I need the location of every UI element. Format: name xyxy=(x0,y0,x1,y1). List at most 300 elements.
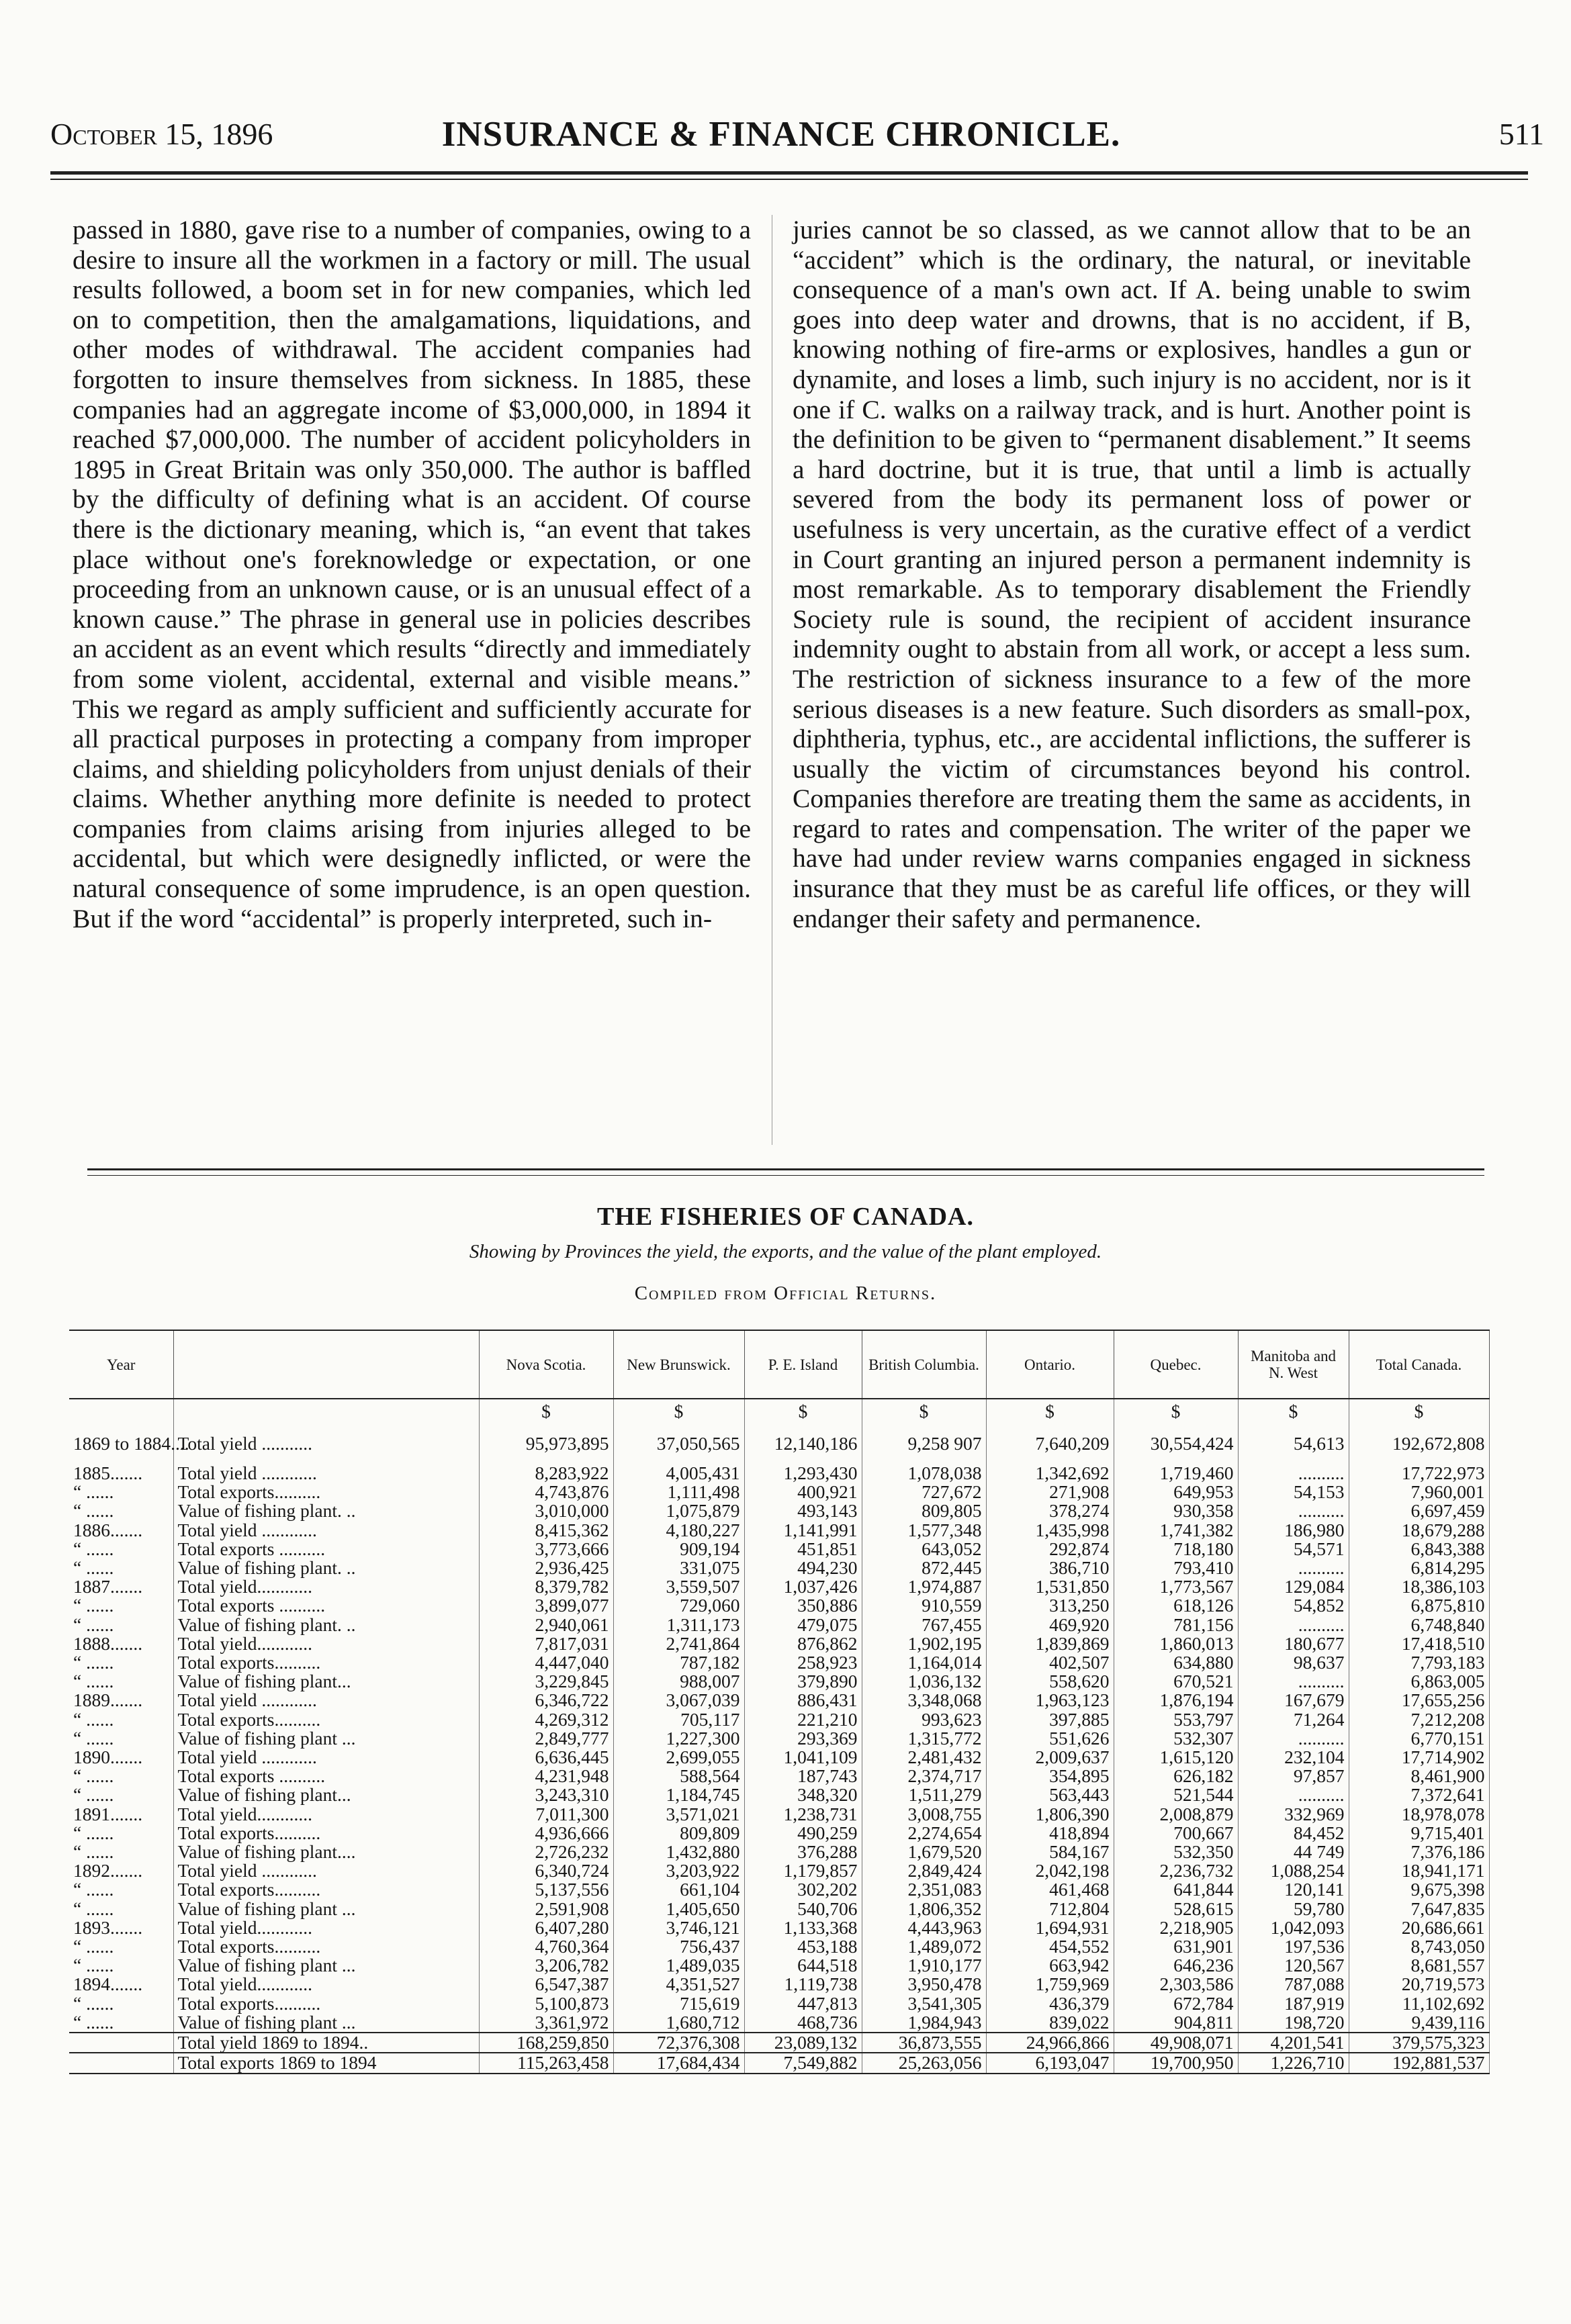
value-cell: 17,684,434 xyxy=(613,2053,744,2073)
value-cell: 302,202 xyxy=(744,1880,862,1899)
value-cell: $ xyxy=(613,1399,744,1424)
value-cell: 1,226,710 xyxy=(1238,2053,1349,2073)
value-cell: 436,379 xyxy=(986,1994,1114,2013)
item-cell: Total exports.......... xyxy=(173,1710,479,1729)
value-cell: 258,923 xyxy=(744,1653,862,1672)
value-cell: .......... xyxy=(1238,1464,1349,1483)
units-row xyxy=(69,1399,1489,1424)
value-cell: 2,940,061 xyxy=(479,1616,613,1634)
year-cell: 1891....... xyxy=(69,1805,173,1824)
value-cell: $ xyxy=(479,1399,613,1424)
year-cell: “ ...... xyxy=(69,1616,173,1634)
value-cell: 84,452 xyxy=(1238,1824,1349,1843)
value-cell: 4,201,541 xyxy=(1238,2033,1349,2053)
value-cell: 1,227,300 xyxy=(613,1729,744,1748)
year-cell: 1894....... xyxy=(69,1975,173,1994)
value-cell: 3,010,000 xyxy=(479,1501,613,1520)
value-cell: 6,407,280 xyxy=(479,1918,613,1937)
value-cell: 1,963,123 xyxy=(986,1691,1114,1710)
value-cell: 4,351,527 xyxy=(613,1975,744,1994)
year-cell xyxy=(69,2053,173,2073)
table-row xyxy=(69,1861,1489,1880)
value-cell: 197,536 xyxy=(1238,1937,1349,1956)
value-cell: 1,902,195 xyxy=(862,1634,986,1653)
value-cell: 115,263,458 xyxy=(479,2053,613,2073)
value-cell: 886,431 xyxy=(744,1691,862,1710)
value-cell: 7,011,300 xyxy=(479,1805,613,1824)
value-cell: 20,719,573 xyxy=(1349,1975,1489,1994)
value-cell: 2,303,586 xyxy=(1114,1975,1238,1994)
value-cell: 4,005,431 xyxy=(613,1464,744,1483)
item-cell: Total exports .......... xyxy=(173,1767,479,1785)
value-cell: 8,283,922 xyxy=(479,1464,613,1483)
value-cell: 8,415,362 xyxy=(479,1521,613,1540)
item-cell: Total yield ............ xyxy=(173,1521,479,1540)
column-header: Nova Scotia. xyxy=(479,1330,613,1399)
value-cell: 454,552 xyxy=(986,1937,1114,1956)
value-cell: 1,037,426 xyxy=(744,1577,862,1596)
year-cell: 1886....... xyxy=(69,1521,173,1540)
table-row xyxy=(69,1559,1489,1577)
value-cell: 2,042,198 xyxy=(986,1861,1114,1880)
value-cell: 54,613 xyxy=(1238,1424,1349,1464)
item-cell: Total yield............ xyxy=(173,1918,479,1937)
total-row xyxy=(69,2033,1489,2053)
value-cell: 2,009,637 xyxy=(986,1748,1114,1767)
table-body xyxy=(69,1399,1489,2074)
value-cell: 2,236,732 xyxy=(1114,1861,1238,1880)
value-cell: 95,973,895 xyxy=(479,1424,613,1464)
value-cell: 331,075 xyxy=(613,1559,744,1577)
value-cell: 839,022 xyxy=(986,2013,1114,2033)
value-cell: 447,813 xyxy=(744,1994,862,2013)
value-cell: .......... xyxy=(1238,1672,1349,1691)
value-cell: 18,679,288 xyxy=(1349,1521,1489,1540)
value-cell: 1,910,177 xyxy=(862,1956,986,1975)
value-cell: $ xyxy=(744,1399,862,1424)
value-cell: 2,936,425 xyxy=(479,1559,613,1577)
year-cell: “ ...... xyxy=(69,1729,173,1748)
column-header: Year xyxy=(69,1330,173,1399)
year-cell: “ ...... xyxy=(69,1559,173,1577)
item-cell: Total exports.......... xyxy=(173,1824,479,1843)
value-cell: 1,577,348 xyxy=(862,1521,986,1540)
item-cell: Value of fishing plant... xyxy=(173,1672,479,1691)
item-cell: Value of fishing plant ... xyxy=(173,2013,479,2033)
value-cell: 6,748,840 xyxy=(1349,1616,1489,1634)
value-cell: 626,182 xyxy=(1114,1767,1238,1785)
year-cell: “ ...... xyxy=(69,1937,173,1956)
value-cell: 670,521 xyxy=(1114,1672,1238,1691)
value-cell: 2,741,864 xyxy=(613,1634,744,1653)
value-cell: 3,899,077 xyxy=(479,1596,613,1615)
value-cell: 876,862 xyxy=(744,1634,862,1653)
table-row xyxy=(69,1729,1489,1748)
value-cell: 1,119,738 xyxy=(744,1975,862,1994)
article-paragraph-left: passed in 1880, gave rise to a number of companies, owing to a desire to insure all the workmen in a factory or mill. The usual results followed, a boom set in for new companies, which led on to competition, then the amalgamations, liquidations, and other modes of withdrawal. The accident companies had forgotten to insure themselves from sickness. In 1885, these companies had an aggregate income of $3,000,000, in 1894 it reached $7,000,000. The number of accident policyholders in 1895 in Great Britain was only 350,000. The author is baffled by the difficulty of defining what is an accident. Of course there is the dictionary meaning, which is, “an event that takes place without one's foreknowledge or expectation, or one proceeding from an unknown cause, or is an unusual effect of a known cause.” The phrase in general use in policies describes an accident as an event which results “directly and immediately from some violent, accidental, external and visible means.” This we regard as amply sufficient and sufficiently accurate for all practical purposes in protecting a company from improper claims, and shielding policyholders from unjust denials of their claims. Whether anything more definite is needed to protect companies from claims arising from injuries alleged to be accidental, but which were designedly inflicted, or were the natural consequence of some imprudence, is an open question. But if the word “accidental” is properly interpreted, such in- xyxy=(73,215,751,933)
value-cell: 532,307 xyxy=(1114,1729,1238,1748)
item-cell: Total exports.......... xyxy=(173,1937,479,1956)
value-cell: 2,374,717 xyxy=(862,1767,986,1785)
value-cell: 25,263,056 xyxy=(862,2053,986,2073)
value-cell: 30,554,424 xyxy=(1114,1424,1238,1464)
item-cell: Total yield ............ xyxy=(173,1464,479,1483)
year-cell: “ ...... xyxy=(69,1672,173,1691)
table-row xyxy=(69,1824,1489,1843)
value-cell: 6,636,445 xyxy=(479,1748,613,1767)
value-cell: 729,060 xyxy=(613,1596,744,1615)
value-cell: 3,773,666 xyxy=(479,1540,613,1559)
item-cell: Value of fishing plant. .. xyxy=(173,1616,479,1634)
table-row xyxy=(69,1767,1489,1785)
article-paragraph-right: juries cannot be so classed, as we cannot allow that to be an “accident” which is the ordinary, the natural, or inevitable consequence of a man's own act. If A. being unable to swim goes into deep water and drowns, that is no accident, if B, knowing nothing of fire-arms or explosives, handles a gun or dynamite, and loses a limb, such injury is no accident, nor is it one if C. walks on a railway track, and is hurt. Another point is the definition to be given to “permanent disablement.” It seems a hard doctrine, but it is true, that until a limb is actually severed from the body its permanent loss of power or usefulness is very uncertain, as the curative effect of a verdict in Court granting an injured person a permanent indemnity is most remarkable. As to temporary disablement the Friendly Society rule is sound, the recipient of accident insurance indemnity ought to abstain from all work, or accept a less sum. The restriction of sickness insurance to a few of the more serious diseases is a new feature. Such disorders as small-pox, diphtheria, typhus, etc., are accidental inflictions, the sufferer is usually the victim of circumstances beyond his control. Companies therefore are treating them the same as accidents, in regard to rates and compensation. The writer of the paper we have had under review warns companies engaged in sickness insurance that they must be as careful life offices, or they will endanger their safety and permanence. xyxy=(793,215,1471,933)
value-cell: 809,809 xyxy=(613,1824,744,1843)
value-cell: 1,435,998 xyxy=(986,1521,1114,1540)
table-row xyxy=(69,1710,1489,1729)
column-header: New Brunswick. xyxy=(613,1330,744,1399)
value-cell: 1,342,692 xyxy=(986,1464,1114,1483)
page-number: 511 xyxy=(1498,117,1544,151)
table-source: Compiled from Official Returns. xyxy=(634,1283,937,1304)
value-cell: 2,849,777 xyxy=(479,1729,613,1748)
year-cell: “ ...... xyxy=(69,1880,173,1899)
item-cell: Total exports .......... xyxy=(173,1540,479,1559)
table-row xyxy=(69,1672,1489,1691)
value-cell: 180,677 xyxy=(1238,1634,1349,1653)
value-cell: 787,182 xyxy=(613,1653,744,1672)
year-cell: “ ...... xyxy=(69,1596,173,1615)
item-cell: Value of fishing plant... xyxy=(173,1785,479,1804)
value-cell: 3,243,310 xyxy=(479,1785,613,1804)
value-cell: 646,236 xyxy=(1114,1956,1238,1975)
value-cell: 479,075 xyxy=(744,1616,862,1634)
value-cell: 2,218,905 xyxy=(1114,1918,1238,1937)
value-cell: 186,980 xyxy=(1238,1521,1349,1540)
item-cell: Total yield ............ xyxy=(173,1861,479,1880)
value-cell: 313,250 xyxy=(986,1596,1114,1615)
article-column-left xyxy=(73,215,751,933)
value-cell: 1,405,650 xyxy=(613,1900,744,1918)
value-cell: $ xyxy=(1238,1399,1349,1424)
value-cell: 1,111,498 xyxy=(613,1483,744,1501)
value-cell: 1,432,880 xyxy=(613,1843,744,1861)
value-cell: 3,541,305 xyxy=(862,1994,986,2013)
value-cell: 397,885 xyxy=(986,1710,1114,1729)
value-cell: 2,481,432 xyxy=(862,1748,986,1767)
item-cell: Total yield............ xyxy=(173,1975,479,1994)
value-cell: 7,376,186 xyxy=(1349,1843,1489,1861)
table-row xyxy=(69,2013,1489,2033)
item-cell: Value of fishing plant. .. xyxy=(173,1501,479,1520)
value-cell: 1,489,035 xyxy=(613,1956,744,1975)
value-cell: 532,350 xyxy=(1114,1843,1238,1861)
year-cell: 1888....... xyxy=(69,1634,173,1653)
value-cell: 18,941,171 xyxy=(1349,1861,1489,1880)
item-cell: Total exports.......... xyxy=(173,1653,479,1672)
item-cell: Total exports.......... xyxy=(173,1994,479,2013)
value-cell: 54,852 xyxy=(1238,1596,1349,1615)
value-cell: 1,042,093 xyxy=(1238,1918,1349,1937)
value-cell: 993,623 xyxy=(862,1710,986,1729)
value-cell: 787,088 xyxy=(1238,1975,1349,1994)
value-cell: 1,133,368 xyxy=(744,1918,862,1937)
value-cell: 910,559 xyxy=(862,1596,986,1615)
value-cell: 4,743,876 xyxy=(479,1483,613,1501)
value-cell: 3,361,972 xyxy=(479,2013,613,2033)
item-cell: Total yield ............ xyxy=(173,1748,479,1767)
table-row xyxy=(69,1994,1489,2013)
value-cell: 17,418,510 xyxy=(1349,1634,1489,1653)
year-cell: “ ...... xyxy=(69,1483,173,1501)
table-row xyxy=(69,1596,1489,1615)
value-cell: 2,351,083 xyxy=(862,1880,986,1899)
value-cell: 98,637 xyxy=(1238,1653,1349,1672)
item-cell: Total yield ............ xyxy=(173,1691,479,1710)
value-cell: 9,715,401 xyxy=(1349,1824,1489,1843)
value-cell: 350,886 xyxy=(744,1596,862,1615)
value-cell: 17,722,973 xyxy=(1349,1464,1489,1483)
value-cell: 558,620 xyxy=(986,1672,1114,1691)
value-cell: 727,672 xyxy=(862,1483,986,1501)
table-row xyxy=(69,1880,1489,1899)
table-row xyxy=(69,1501,1489,1520)
value-cell: 49,908,071 xyxy=(1114,2033,1238,2053)
value-cell: 192,672,808 xyxy=(1349,1424,1489,1464)
table-row xyxy=(69,1785,1489,1804)
value-cell: 187,743 xyxy=(744,1767,862,1785)
value-cell: 644,518 xyxy=(744,1956,862,1975)
value-cell: 9,258 907 xyxy=(862,1424,986,1464)
column-header: P. E. Island xyxy=(744,1330,862,1399)
value-cell: 418,894 xyxy=(986,1824,1114,1843)
value-cell: 6,875,810 xyxy=(1349,1596,1489,1615)
value-cell: 379,890 xyxy=(744,1672,862,1691)
value-cell: 6,547,387 xyxy=(479,1975,613,1994)
value-cell: 451,851 xyxy=(744,1540,862,1559)
year-cell: “ ...... xyxy=(69,1824,173,1843)
value-cell: 767,455 xyxy=(862,1616,986,1634)
value-cell: 584,167 xyxy=(986,1843,1114,1861)
column-header: Total Canada. xyxy=(1349,1330,1489,1399)
table-row xyxy=(69,1577,1489,1596)
value-cell: 120,141 xyxy=(1238,1880,1349,1899)
year-cell: “ ...... xyxy=(69,1956,173,1975)
value-cell: 271,908 xyxy=(986,1483,1114,1501)
value-cell: 376,288 xyxy=(744,1843,862,1861)
value-cell: 1,036,132 xyxy=(862,1672,986,1691)
year-cell xyxy=(69,2033,173,2053)
item-cell: Value of fishing plant.... xyxy=(173,1843,479,1861)
value-cell: 1,984,943 xyxy=(862,2013,986,2033)
value-cell: 661,104 xyxy=(613,1880,744,1899)
value-cell: 1,315,772 xyxy=(862,1729,986,1748)
value-cell: 1,860,013 xyxy=(1114,1634,1238,1653)
value-cell: 872,445 xyxy=(862,1559,986,1577)
value-cell: 3,571,021 xyxy=(613,1805,744,1824)
value-cell: 1,694,931 xyxy=(986,1918,1114,1937)
value-cell: 354,895 xyxy=(986,1767,1114,1785)
value-cell: 4,760,364 xyxy=(479,1937,613,1956)
year-cell: “ ...... xyxy=(69,1900,173,1918)
value-cell: 1,615,120 xyxy=(1114,1748,1238,1767)
column-header: British Columbia. xyxy=(862,1330,986,1399)
item-cell: Value of fishing plant. .. xyxy=(173,1559,479,1577)
value-cell: 1,759,969 xyxy=(986,1975,1114,1994)
value-cell: $ xyxy=(862,1399,986,1424)
table-row xyxy=(69,1521,1489,1540)
header-rule-thick xyxy=(50,171,1528,175)
item-cell: Value of fishing plant ... xyxy=(173,1729,479,1748)
value-cell: 192,881,537 xyxy=(1349,2053,1489,2073)
value-cell: 588,564 xyxy=(613,1767,744,1785)
value-cell: 7,647,835 xyxy=(1349,1900,1489,1918)
value-cell: .......... xyxy=(1238,1501,1349,1520)
value-cell: 793,410 xyxy=(1114,1559,1238,1577)
value-cell: 1,531,850 xyxy=(986,1577,1114,1596)
value-cell: 36,873,555 xyxy=(862,2033,986,2053)
value-cell: 3,559,507 xyxy=(613,1577,744,1596)
value-cell: 1,179,857 xyxy=(744,1861,862,1880)
value-cell: 1,088,254 xyxy=(1238,1861,1349,1880)
value-cell: 3,229,845 xyxy=(479,1672,613,1691)
value-cell: 528,615 xyxy=(1114,1900,1238,1918)
item-cell: Total exports.......... xyxy=(173,1483,479,1501)
value-cell: $ xyxy=(986,1399,1114,1424)
value-cell: 930,358 xyxy=(1114,1501,1238,1520)
value-cell: 23,089,132 xyxy=(744,2033,862,2053)
value-cell: 809,805 xyxy=(862,1501,986,1520)
table-row xyxy=(69,1975,1489,1994)
value-cell: 631,901 xyxy=(1114,1937,1238,1956)
value-cell: 7,549,882 xyxy=(744,2053,862,2073)
value-cell: 553,797 xyxy=(1114,1710,1238,1729)
value-cell: 6,340,724 xyxy=(479,1861,613,1880)
header-date: October 15, 1896 xyxy=(50,117,273,151)
value-cell: 4,269,312 xyxy=(479,1710,613,1729)
value-cell: 129,084 xyxy=(1238,1577,1349,1596)
value-cell: 5,137,556 xyxy=(479,1880,613,1899)
item-cell: Total exports.......... xyxy=(173,1880,479,1899)
value-cell: 3,206,782 xyxy=(479,1956,613,1975)
value-cell: 643,052 xyxy=(862,1540,986,1559)
value-cell: 4,231,948 xyxy=(479,1767,613,1785)
value-cell: 44 749 xyxy=(1238,1843,1349,1861)
value-cell: 1,839,869 xyxy=(986,1634,1114,1653)
value-cell: 6,193,047 xyxy=(986,2053,1114,2073)
value-cell: 469,920 xyxy=(986,1616,1114,1634)
item-cell: Total yield............ xyxy=(173,1634,479,1653)
value-cell: 1,680,712 xyxy=(613,2013,744,2033)
year-cell: “ ...... xyxy=(69,1501,173,1520)
value-cell: 292,874 xyxy=(986,1540,1114,1559)
table-row xyxy=(69,1653,1489,1672)
value-cell: 7,212,208 xyxy=(1349,1710,1489,1729)
year-cell: “ ...... xyxy=(69,2013,173,2033)
table-row xyxy=(69,1900,1489,1918)
table-row xyxy=(69,1616,1489,1634)
table-subtitle: Showing by Provinces the yield, the exports, and the value of the plant employed. xyxy=(469,1241,1102,1262)
value-cell: 551,626 xyxy=(986,1729,1114,1748)
value-cell: 618,126 xyxy=(1114,1596,1238,1615)
year-cell: 1887....... xyxy=(69,1577,173,1596)
value-cell: 6,770,151 xyxy=(1349,1729,1489,1748)
value-cell: 6,697,459 xyxy=(1349,1501,1489,1520)
value-cell: 2,591,908 xyxy=(479,1900,613,1918)
value-cell: 7,372,641 xyxy=(1349,1785,1489,1804)
value-cell: 756,437 xyxy=(613,1937,744,1956)
value-cell: 663,942 xyxy=(986,1956,1114,1975)
value-cell: 221,210 xyxy=(744,1710,862,1729)
year-cell: 1893....... xyxy=(69,1918,173,1937)
value-cell: 8,743,050 xyxy=(1349,1937,1489,1956)
value-cell: 490,259 xyxy=(744,1824,862,1843)
item-cell: Total yield ........... xyxy=(173,1424,479,1464)
article-end-rule-thin xyxy=(87,1175,1484,1176)
value-cell: 3,203,922 xyxy=(613,1861,744,1880)
item-cell xyxy=(173,1399,479,1424)
value-cell: $ xyxy=(1349,1399,1489,1424)
year-cell: 1885....... xyxy=(69,1464,173,1483)
value-cell: 71,264 xyxy=(1238,1710,1349,1729)
value-cell: 6,863,005 xyxy=(1349,1672,1489,1691)
value-cell: 5,100,873 xyxy=(479,1994,613,2013)
value-cell: .......... xyxy=(1238,1616,1349,1634)
value-cell: 4,936,666 xyxy=(479,1824,613,1843)
value-cell: 18,386,103 xyxy=(1349,1577,1489,1596)
value-cell: 1,974,887 xyxy=(862,1577,986,1596)
value-cell: 6,814,295 xyxy=(1349,1559,1489,1577)
year-cell: “ ...... xyxy=(69,1540,173,1559)
table-row xyxy=(69,1918,1489,1937)
value-cell: 293,369 xyxy=(744,1729,862,1748)
year-cell: 1892....... xyxy=(69,1861,173,1880)
value-cell: 3,746,121 xyxy=(613,1918,744,1937)
value-cell: 1,141,991 xyxy=(744,1521,862,1540)
value-cell: 1,876,194 xyxy=(1114,1691,1238,1710)
item-cell: Total yield 1869 to 1894.. xyxy=(173,2033,479,2053)
value-cell: 521,544 xyxy=(1114,1785,1238,1804)
total-row xyxy=(69,2053,1489,2073)
year-cell: “ ...... xyxy=(69,1710,173,1729)
value-cell: 4,447,040 xyxy=(479,1653,613,1672)
table-row xyxy=(69,1748,1489,1767)
value-cell: 17,655,256 xyxy=(1349,1691,1489,1710)
value-cell: 540,706 xyxy=(744,1900,862,1918)
year-cell: 1869 to 1884.... xyxy=(69,1424,173,1464)
publication-title: INSURANCE & FINANCE CHRONICLE. xyxy=(441,115,1121,154)
value-cell: 379,575,323 xyxy=(1349,2033,1489,2053)
year-cell: “ ...... xyxy=(69,1653,173,1672)
value-cell: 1,806,352 xyxy=(862,1900,986,1918)
value-cell: 493,143 xyxy=(744,1501,862,1520)
value-cell: .......... xyxy=(1238,1729,1349,1748)
value-cell: 3,950,478 xyxy=(862,1975,986,1994)
table-row xyxy=(69,1540,1489,1559)
value-cell: 24,966,866 xyxy=(986,2033,1114,2053)
value-cell: 59,780 xyxy=(1238,1900,1349,1918)
item-cell: Value of fishing plant ... xyxy=(173,1900,479,1918)
column-header: Ontario. xyxy=(986,1330,1114,1399)
table-row xyxy=(69,1805,1489,1824)
value-cell: 7,960,001 xyxy=(1349,1483,1489,1501)
value-cell: 712,804 xyxy=(986,1900,1114,1918)
value-cell: 641,844 xyxy=(1114,1880,1238,1899)
value-cell: 7,817,031 xyxy=(479,1634,613,1653)
value-cell: 8,379,782 xyxy=(479,1577,613,1596)
table-header-row xyxy=(69,1330,1489,1399)
value-cell: 12,140,186 xyxy=(744,1424,862,1464)
value-cell: 2,008,879 xyxy=(1114,1805,1238,1824)
